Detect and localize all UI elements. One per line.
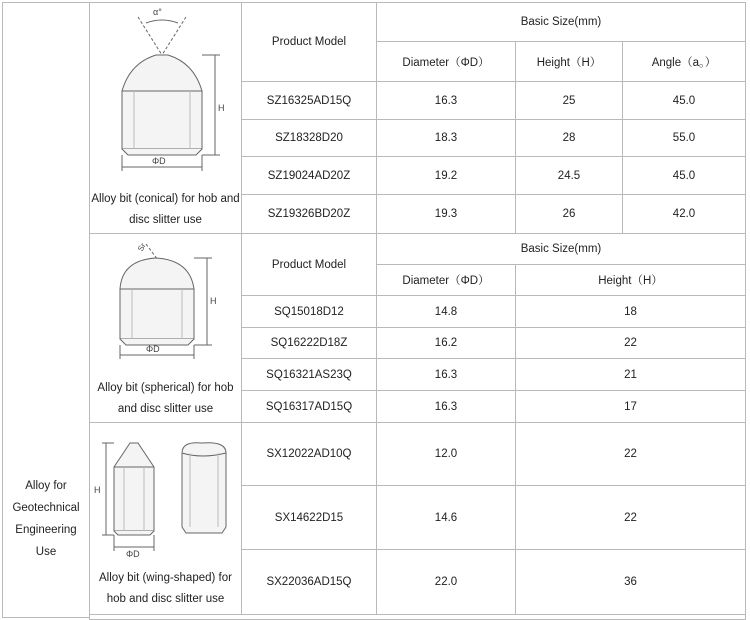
angle-label: α° xyxy=(153,7,162,17)
table-row-diameter: 19.3 xyxy=(376,194,516,234)
table-row-angle: 42.0 xyxy=(622,194,746,234)
wing-bit-figure-cell xyxy=(89,422,242,615)
table-row-angle: 55.0 xyxy=(622,119,746,157)
table-row-height: 17 xyxy=(515,390,746,423)
table-row-model: SX12022AD10Q xyxy=(241,422,377,486)
height-header: Height（H） xyxy=(515,41,623,82)
table-row-height: 24.5 xyxy=(515,156,623,195)
table-row-model: SZ18328D20 xyxy=(241,119,377,157)
table-row-diameter: 18.3 xyxy=(376,119,516,157)
angle-header: Angle（a。） xyxy=(622,41,746,82)
table-row-diameter: 22.0 xyxy=(376,549,516,615)
diameter-header: Diameter（ΦD） xyxy=(376,264,516,296)
diameter-header: Diameter（ΦD） xyxy=(376,41,516,82)
table-row-diameter: 16.2 xyxy=(376,327,516,359)
table-row-height: 21 xyxy=(515,358,746,391)
spherical-bit-caption: Alloy bit (spherical) for hob and disc slitter use xyxy=(97,382,234,415)
table-row-model: SX22036AD15Q xyxy=(241,549,377,615)
table-row-height: 36 xyxy=(515,549,746,615)
table-row-angle: 45.0 xyxy=(622,81,746,120)
table-row-model: SQ16222D18Z xyxy=(241,327,377,359)
conical-bit-caption: Alloy bit (conical) for hob and disc slitter use xyxy=(91,193,240,226)
product-model-header: Product Model xyxy=(241,2,377,82)
table-row-model: SQ15018D12 xyxy=(241,295,377,328)
table-row-height: 18 xyxy=(515,295,746,328)
table-row-height: 28 xyxy=(515,119,623,157)
table-row-model: SX14622D15 xyxy=(241,485,377,550)
basic-size-header: Basic Size(mm) xyxy=(376,2,746,42)
height-label: H xyxy=(218,103,225,113)
table-row-height: 22 xyxy=(515,422,746,486)
table-row-model: SQ16321AS23Q xyxy=(241,358,377,391)
radius-label: Sr xyxy=(135,241,148,253)
height-label: H xyxy=(94,485,101,495)
table-row-model: SQ16317AD15Q xyxy=(241,390,377,423)
table-row-diameter: 16.3 xyxy=(376,358,516,391)
conical-bit-figure-cell xyxy=(89,2,242,234)
conical-bit-drawing xyxy=(90,3,241,183)
category-label: Alloy for Geotechnical Engineering Use xyxy=(12,480,80,558)
table-row-diameter: 14.6 xyxy=(376,485,516,550)
table-row-model: SZ19326BD20Z xyxy=(241,194,377,234)
table-row-diameter: 12.0 xyxy=(376,422,516,486)
basic-size-header: Basic Size(mm) xyxy=(376,233,746,265)
spherical-bit-drawing xyxy=(90,234,241,364)
table-row-height: 26 xyxy=(515,194,623,234)
product-model-header: Product Model xyxy=(241,233,377,296)
diameter-label: ΦD xyxy=(152,156,166,166)
table-row-diameter: 16.3 xyxy=(376,81,516,120)
wing-bit-caption: Alloy bit (wing-shaped) for hob and disc slitter use xyxy=(99,572,232,605)
diameter-label: ΦD xyxy=(146,344,160,354)
table-row-diameter: 19.2 xyxy=(376,156,516,195)
diameter-label: ΦD xyxy=(126,549,140,559)
table-row-height: 22 xyxy=(515,485,746,550)
table-row-model: SZ19024AD20Z xyxy=(241,156,377,195)
table-row-angle: 45.0 xyxy=(622,156,746,195)
table-row-diameter: 14.8 xyxy=(376,295,516,328)
table-row-empty xyxy=(89,614,746,620)
height-header: Height（H） xyxy=(515,264,746,296)
wing-bit-drawing xyxy=(90,423,241,563)
table-row-model: SZ16325AD15Q xyxy=(241,81,377,120)
height-label: H xyxy=(210,296,217,306)
table-row-diameter: 16.3 xyxy=(376,390,516,423)
table-row-height: 22 xyxy=(515,327,746,359)
category-cell xyxy=(2,2,90,618)
table-row-height: 25 xyxy=(515,81,623,120)
spherical-bit-figure-cell xyxy=(89,233,242,423)
